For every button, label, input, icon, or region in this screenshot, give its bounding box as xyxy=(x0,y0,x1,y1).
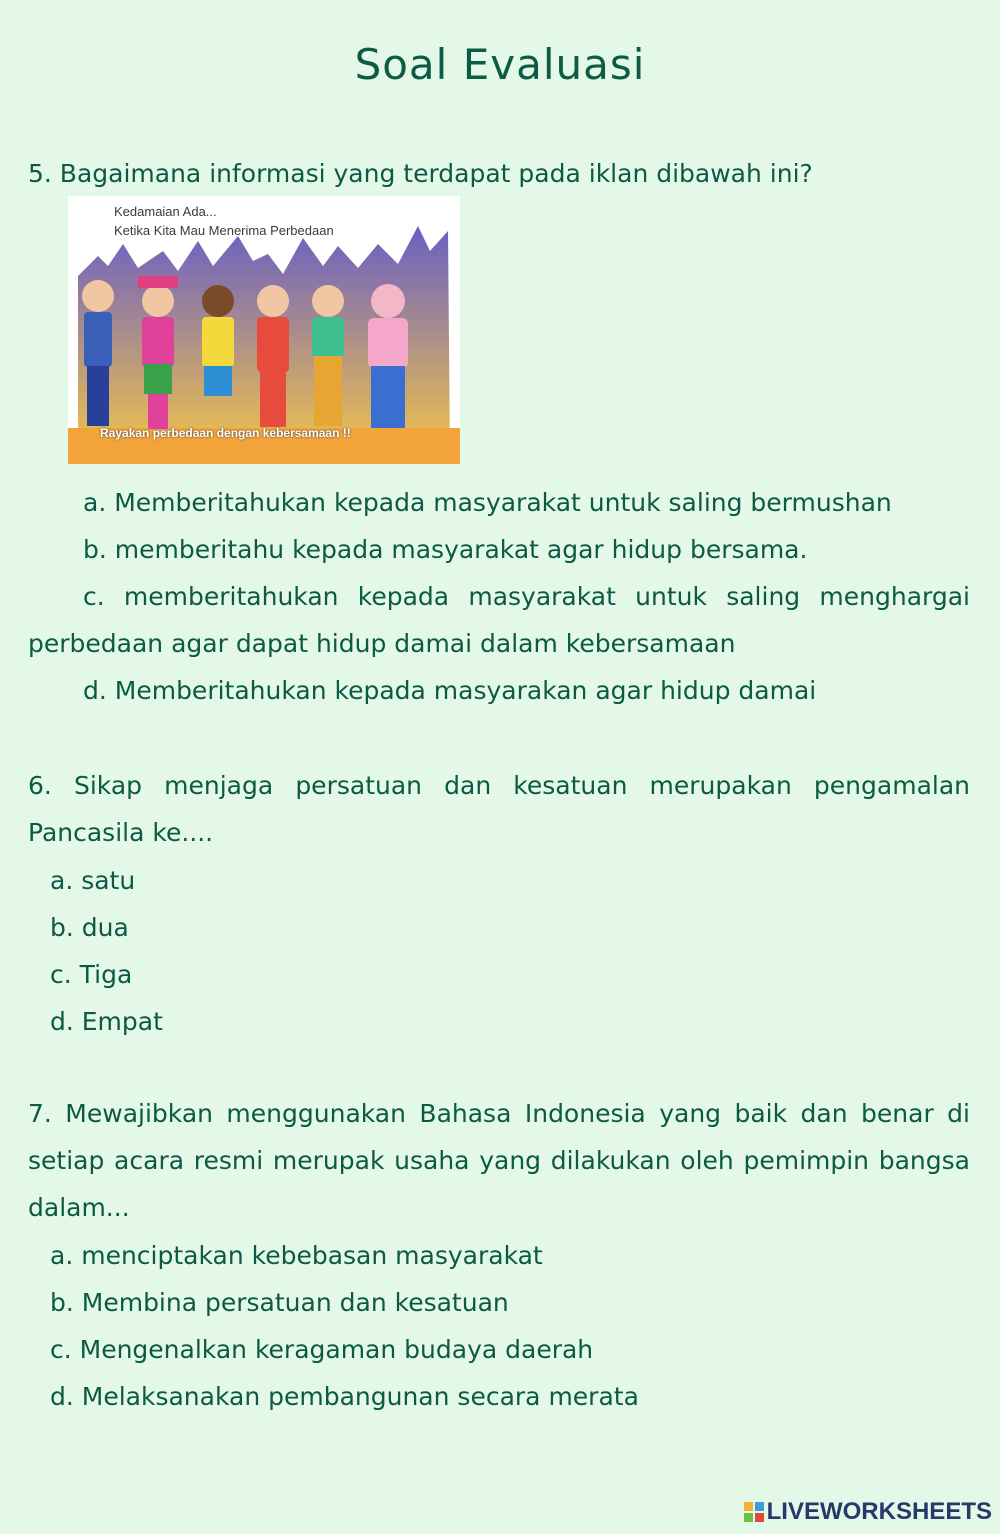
footer-brand: LIVEWORKSHEETS xyxy=(766,1498,992,1525)
question-5: 5. Bagaimana informasi yang terdapat pada iklan dibawah ini? xyxy=(28,159,813,188)
q5-option-a[interactable]: a. Memberitahukan kepada masyarakat untuk saling bermushan xyxy=(83,488,892,517)
page-title: Soal Evaluasi xyxy=(354,40,646,89)
logo-grid-icon xyxy=(744,1502,764,1522)
q5-option-c[interactable]: c. memberitahukan kepada masyarakat untuk saling menghargai perbedaan agar dapat hidup damai dalam kebersamaan xyxy=(28,582,970,658)
ad-banner-text: Rayakan perbedaan dengan kebersamaan !! xyxy=(100,426,351,440)
q6-option-c[interactable]: c. Tiga xyxy=(50,960,133,989)
q5-option-d[interactable]: d. Memberitahukan kepada masyarakan agar hidup damai xyxy=(83,676,817,705)
q6-option-a[interactable]: a. satu xyxy=(50,866,136,895)
q7-option-c[interactable]: c. Mengenalkan keragaman budaya daerah xyxy=(50,1335,594,1364)
liveworksheets-logo[interactable] xyxy=(744,1498,992,1526)
q6-option-d[interactable]: d. Empat xyxy=(50,1007,163,1036)
q7-option-d[interactable]: d. Melaksanakan pembangunan secara merata xyxy=(50,1382,639,1411)
q7-option-b[interactable]: b. Membina persatuan dan kesatuan xyxy=(50,1288,509,1317)
question-7: 7. Mewajibkan menggunakan Bahasa Indonesia yang baik dan benar di setiap acara resmi merupak usaha yang dilakukan oleh pemimpin bangsa dalam... xyxy=(28,1099,970,1222)
advertisement-image xyxy=(68,196,460,464)
q6-option-b[interactable]: b. dua xyxy=(50,913,129,942)
ad-headline-1: Kedamaian Ada... xyxy=(114,204,217,219)
ad-headline-2: Ketika Kita Mau Menerima Perbedaan xyxy=(114,223,334,238)
q5-option-b[interactable]: b. memberitahu kepada masyarakat agar hidup bersama. xyxy=(83,535,808,564)
question-6: 6. Sikap menjaga persatuan dan kesatuan merupakan pengamalan Pancasila ke.... xyxy=(28,771,970,847)
q7-option-a[interactable]: a. menciptakan kebebasan masyarakat xyxy=(50,1241,543,1270)
